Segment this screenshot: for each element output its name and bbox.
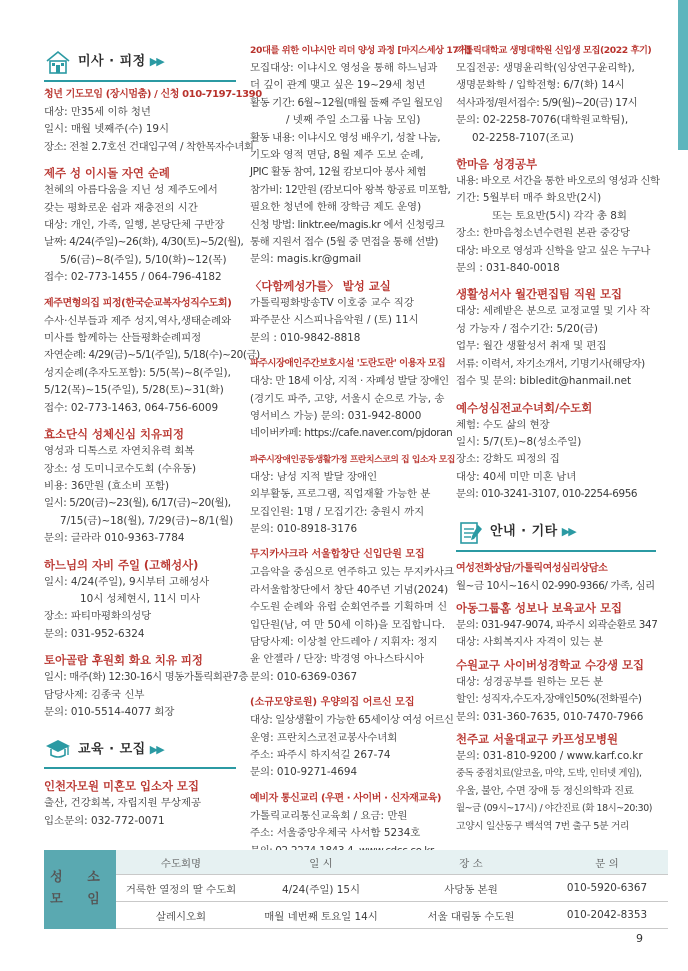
item-line: 고음악을 중심으로 연주하고 있는 무지카사크	[250, 566, 454, 579]
item-line: 02-2258-7107(조교)	[472, 131, 574, 144]
page-number: 9	[636, 932, 643, 945]
item-line: 문의: 031-360-7635, 010-7470-7966	[456, 710, 644, 723]
item-line: 문의: 010-3241-3107, 010-2254-6956	[456, 488, 638, 501]
item-line: 라서울합창단에서 창단 40주년 기념(2024)	[250, 583, 449, 596]
item-line: 기간: 5월부터 매주 화요반(2시)	[456, 192, 602, 205]
table-cell: 서울 대림동 수도원	[396, 902, 546, 929]
item-line: 담당사제: 이상철 안드레아 / 지휘자: 정지	[250, 635, 438, 648]
item-line: 가톨릭평화방송TV 이호중 교수 직강	[250, 296, 414, 309]
item-title: 효소단식 성체신심 치유피정	[44, 427, 184, 442]
item-line: 장소: 파티마평화의성당	[44, 610, 152, 623]
item-title: 20대를 위한 이냐시안 리더 양성 과정 [마지스세상 17기]	[250, 45, 471, 56]
item-line: 장소: 성 도미니코수도회 (수유동)	[44, 462, 197, 475]
table-cell: 거룩한 열정의 딸 수도회	[116, 875, 246, 902]
item-line: 운영: 프란치스코전교봉사수녀회	[250, 731, 398, 744]
side-tab-marker	[678, 0, 688, 150]
item-line: 파주문산 시스피나음악원 / (토) 11시	[250, 314, 419, 327]
item-title: 청년 기도모임 (장시멈춤) / 신청 010-7197-1390	[44, 89, 262, 100]
item-line: 주소: 서울중앙우체국 사서함 5234호	[250, 827, 421, 840]
item-line: 업무: 월간 생활성서 취재 및 편집	[456, 340, 607, 353]
item-line: 접수: 02-773-1463, 064-756-6009	[44, 401, 219, 414]
item-line: 문의: 031-810-9200 / www.karf.co.kr	[456, 749, 643, 762]
arrow-icon: ▶▶	[149, 55, 163, 69]
item-title: 제주 성 이시돌 자연 순례	[44, 166, 170, 181]
item-line: 담당사제: 김종국 신부	[44, 688, 145, 701]
item-line: 천혜의 아름다움을 지닌 성 제주도에서	[44, 184, 218, 197]
item-line: 문의: 글라라 010-9363-7784	[44, 532, 185, 545]
item-line: 문의: 02-2258-7076(대학원교학팀),	[456, 114, 629, 127]
item-line: 문의: magis.kr@gmail	[250, 253, 362, 266]
item-line: 문의: 010-5514-4077 회장	[44, 705, 175, 718]
section-title: 안내 · 기타	[490, 523, 558, 539]
item-line: 입소문의: 032-772-0071	[44, 814, 165, 827]
item-line: JPIC 활동 참여, 12월 캄보디아 봉사 체험	[250, 166, 427, 179]
item-line: 할인: 성직자,수도자,장애인50%(전화필수)	[456, 693, 642, 706]
item-line: 석사과정/원서접수: 5/9(월)~20(금) 17시	[456, 96, 638, 109]
item-line: 미사를 함께하는 산들평화순례피정	[44, 332, 202, 345]
side-label-line: 성 소	[50, 870, 110, 886]
column-1	[44, 42, 262, 830]
item-line: 일시: 5/7(토)~8(성소주일)	[456, 435, 582, 448]
item-line: 장소: 전철 2.7호선 건대입구역 / 착한목자수녀회	[44, 140, 254, 153]
item-line: 장소: 강화도 피정의 집	[456, 453, 560, 466]
item-line: 통해 지원서 접수 (5월 중 면접을 통해 선발)	[250, 236, 439, 249]
table-row	[44, 902, 668, 929]
item-line: 문의: 010-8918-3176	[250, 522, 358, 535]
item-line: 일시: 5/20(금)~23(월), 6/17(금)~20(월),	[44, 497, 231, 510]
item-line: 영서비스 가능) 문의: 031-942-8000	[250, 409, 422, 422]
item-line: 대상: 40세 미만 미혼 남녀	[456, 470, 577, 483]
item-line: 자연순례: 4/29(금)~5/1(주일), 5/18(수)~20(금)	[44, 349, 260, 362]
item-line: 7/15(금)~18(월), 7/29(금)~8/1(월)	[60, 514, 234, 527]
item-line: 대상: 만35세 이하 청년	[44, 106, 151, 118]
table-cell: 4/24(주일) 15시	[246, 875, 396, 902]
section-header-edu	[44, 731, 236, 769]
item-line: 모집대상: 이냐시오 영성을 통해 하느님과	[250, 62, 438, 74]
item-line: 장소: 한마음청소년수련원 본관 중강당	[456, 227, 631, 240]
item-line: 입단원(남, 여 만 50세 이하)을 모집합니다.	[250, 618, 446, 631]
item-line: 월~금 10시~16시 02-990-9366/ 가족, 심리	[456, 579, 655, 592]
item-line: (경기도 파주, 고양, 서울시 순으로 가능, 송	[250, 392, 445, 405]
item-line: 활동 내용: 이냐시오 영성 배우기, 성찰 나눔,	[250, 131, 441, 144]
item-line: 우울, 불안, 수면 장애 등 정신의학과 진료	[456, 784, 634, 797]
item-line: 고양시 일산동구 백석역 7번 출구 5분 거리	[456, 820, 629, 832]
item-line: / 넷째 주일 소그룹 나눔 모임)	[286, 114, 421, 127]
item-line: 날짜: 4/24(주일)~26(화), 4/30(토)~5/2(월),	[44, 236, 244, 249]
graduation-cap-icon	[44, 736, 72, 762]
notepad-icon	[456, 519, 484, 545]
item-line: 수도원 순례와 유럽 순회연주를 기획하며 신	[250, 601, 448, 614]
table-cell: 010-5920-6367	[546, 875, 668, 902]
item-title: 수원교구 사이버성경학교 수강생 모집	[456, 657, 644, 672]
item-line: 성지순례(추자도포함): 5/5(목)~8(주일),	[44, 366, 231, 379]
item-title: 제주면형의집 피정(한국순교복자성직수도회)	[44, 297, 232, 309]
table-cell: 살레시오회	[116, 902, 246, 929]
item-title: 파주시장애인공동생활가정 프란치스코의 집 입소자 모집	[250, 454, 455, 465]
item-line: 대상: 사회복지사 자격이 있는 분	[456, 636, 604, 649]
item-line: 대상: 바오로 영성과 신학을 알고 싶은 누구나	[456, 244, 650, 257]
item-line: 서류: 이력서, 자기소개서, 기명기사(해당자)	[456, 357, 645, 370]
item-title: 인천자모원 미혼모 입소자 모집	[44, 779, 199, 794]
item-title: 예수성심전교수녀회/수도회	[456, 400, 593, 415]
column-2	[250, 42, 471, 860]
table-side-label	[44, 850, 116, 929]
item-line: 대상: 일상생활이 가능한 65세이상 여성 어르신	[250, 714, 454, 727]
vocation-meetings-table	[44, 850, 668, 929]
item-line: 가톨릭교리통신교육회 / 요금: 만원	[250, 809, 408, 822]
arrow-icon: ▶▶	[561, 524, 575, 538]
item-line: 대상: 남성 지적 발달 장애인	[250, 470, 378, 483]
item-line: 10시 성체현시, 11시 미사	[80, 592, 200, 605]
item-line: 대상: 세례받은 분으로 교정교열 및 기사 작	[456, 305, 650, 318]
table-cell: 010-2042-8353	[546, 902, 668, 929]
item-line: 일시: 매월 넷째주(수) 19시	[44, 123, 170, 136]
item-title: 토아골람 후원회 화요 치유 피정	[44, 653, 203, 668]
item-title: 천주교 서울대교구 카프성모병원	[456, 731, 618, 746]
item-line: 접수 및 문의: bibledit@hanmail.net	[456, 375, 632, 388]
item-line: 수사·신부들과 제주 성지,역사,생태순례와	[44, 314, 232, 327]
item-line: 일시: 4/24(주일), 9시부터 고해성사	[44, 575, 210, 588]
item-line: 문의: 010-9271-4694	[250, 766, 358, 779]
item-line: 영성과 디톡스로 자연치유력 회복	[44, 445, 195, 458]
section-header-mass	[44, 44, 236, 82]
arrow-icon: ▶▶	[149, 742, 163, 756]
item-title: 파주시장애인주간보호시설 '도란도란' 이용자 모집	[250, 358, 446, 370]
church-icon	[44, 49, 72, 75]
item-title: 가톨릭대학교 생명대학원 신입생 모집(2022 후기)	[456, 45, 652, 56]
item-line: 주소: 파주시 하지석길 267-74	[250, 749, 391, 761]
section-title: 미사 · 피정	[78, 54, 146, 70]
item-line: 대상: 개인, 가족, 일행, 본당단체 구반장	[44, 219, 225, 232]
item-line: 갖는 평화로운 쉼과 재충전의 시간	[44, 201, 198, 214]
item-title: 〈다함께성가를〉 발성 교실	[250, 278, 391, 293]
item-line: 생명문화학 / 입학전형: 6/7(화) 14시	[456, 79, 625, 92]
column-header: 장 소	[396, 850, 546, 875]
item-line: 문의 : 031-840-0018	[456, 262, 560, 275]
item-line: 신청 방법: linktr.ee/magis.kr 에서 신청링크	[250, 218, 445, 231]
item-title: 아동그룹홈 성보나 보육교사 모집	[456, 600, 622, 615]
item-line: 참가비: 12만원 (캄보디아 왕복 항공료 미포함,	[250, 183, 451, 196]
item-line: 모집인원: 1명 / 모집기간: 충원시 까지	[250, 505, 425, 518]
section-title: 교육 · 모집	[78, 741, 146, 757]
item-line: 일시: 매주(화) 12:30-16시 명동가톨릭회관7층	[44, 671, 248, 684]
table-cell: 사당동 본원	[396, 875, 546, 902]
item-title: (소규모양로원) 우양의집 어르신 모집	[250, 697, 415, 709]
item-line: 기도와 영적 면담, 8월 제주 도보 순례,	[250, 149, 424, 162]
item-line: 체험: 수도 삶의 현장	[456, 418, 550, 431]
item-line: 월~금 (09시~17시) / 야간진료 (화 18시~20:30)	[456, 803, 653, 815]
item-line: 윤 안젤라 / 단장: 박경영 아나스타시아	[250, 653, 425, 666]
item-line: 네이버카페: https://cafe.naver.com/pjdoran	[250, 427, 453, 440]
item-line: 필요한 청년에 한해 장학금 제도 운영)	[250, 201, 422, 214]
side-label-line: 모 임	[50, 892, 110, 908]
item-line: 활동 기간: 6월~12월(매월 둘째 주일 월모임	[250, 96, 443, 109]
item-title: 예비자 통신교리 (우편 · 사이버 · 신자재교육)	[250, 792, 442, 804]
item-line: 비용: 36만원 (효소비 포함)	[44, 479, 170, 492]
item-line: 문의: 031-947-9074, 파주시 외곽순환로 347	[456, 618, 658, 631]
item-title: 생활성서사 월간편집팀 직원 모집	[456, 287, 622, 302]
item-line: 5/6(금)~8(주일), 5/10(화)~12(목)	[60, 253, 227, 266]
section-header-info	[456, 514, 656, 552]
item-line: 대상: 성경공부를 원하는 모든 분	[456, 675, 604, 688]
item-line: 접수: 02-773-1455 / 064-796-4182	[44, 271, 222, 284]
table-header-row	[44, 850, 668, 875]
item-title: 하느님의 자비 주일 (고해성사)	[44, 557, 199, 572]
item-line: 출산, 건강회복, 자립지원 무상제공	[44, 797, 202, 810]
item-line: 내용: 바오로 서간을 통한 바오로의 영성과 신학	[456, 175, 660, 188]
table-row	[44, 875, 668, 902]
item-line: 또는 토요반(5시) 각각 총 8회	[492, 209, 627, 222]
item-line: 성 가능자 / 접수기간: 5/20(금)	[456, 322, 598, 335]
item-line: 모집전공: 생명윤리학(임상연구윤리학),	[456, 62, 635, 74]
item-line: 더 깊이 관계 맺고 싶은 19~29세 청년	[250, 79, 426, 92]
column-header: 일 시	[246, 850, 396, 875]
item-line: 외부활동, 프로그램, 직업재활 가능한 분	[250, 488, 431, 501]
column-header: 수도회명	[116, 850, 246, 875]
column-header: 문 의	[546, 850, 668, 875]
item-line: 5/12(목)~15(주일), 5/28(토)~31(화)	[44, 384, 224, 397]
item-line: 문의: 010-6369-0367	[250, 670, 358, 683]
item-line: 문의 : 010-9842-8818	[250, 331, 361, 344]
item-line: 대상: 만 18세 이상, 지적 · 자폐성 발달 장애인	[250, 375, 449, 388]
item-title: 한마음 성경공부	[456, 157, 537, 172]
item-line: 중독 중점치료(알코올, 마약, 도박, 인터넷 게임),	[456, 768, 642, 780]
item-line: 문의: 031-952-6324	[44, 627, 145, 640]
item-title: 여성전화상담/가톨릭여성심리상담소	[456, 562, 608, 574]
table-cell: 매월 네번째 토요일 14시	[246, 902, 396, 929]
item-title: 무지카사크라 서울합창단 신입단원 모집	[250, 549, 425, 561]
column-3	[456, 42, 660, 835]
